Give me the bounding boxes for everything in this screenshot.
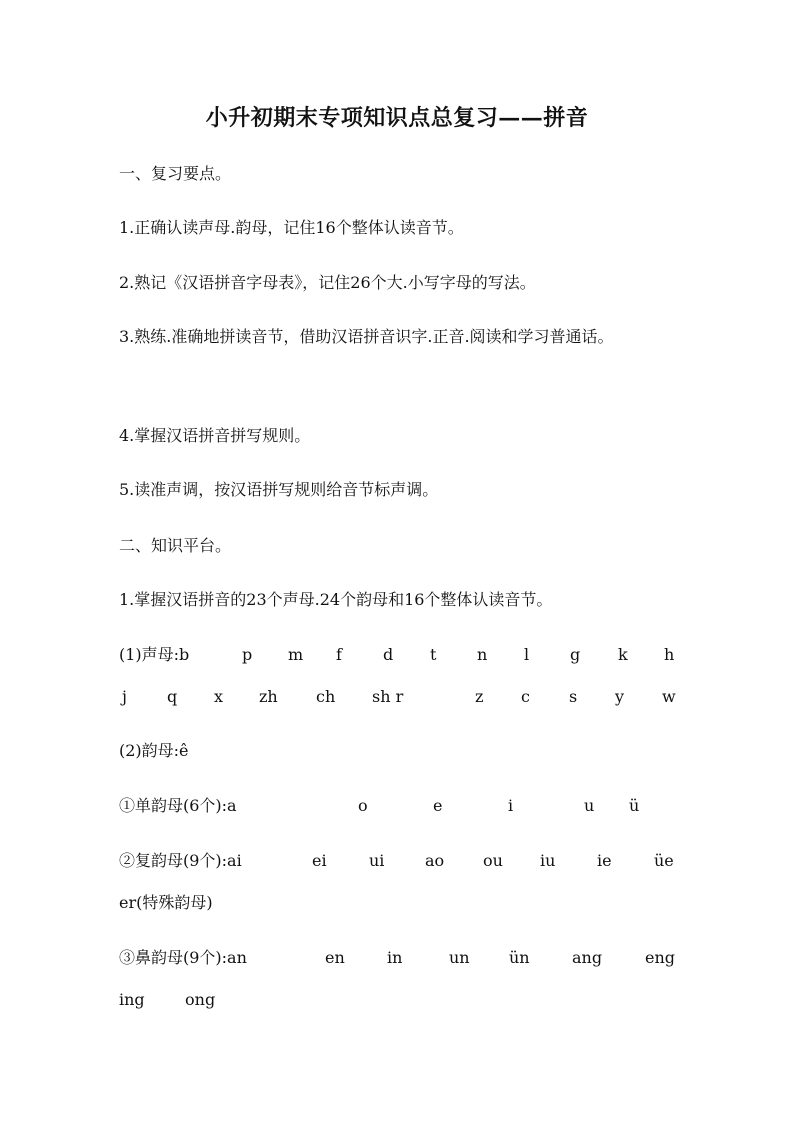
- knowledge-point-1: 1.掌握汉语拼音的23个声母.24个韵母和16个整体认读音节。: [119, 590, 553, 609]
- section1-heading: 一、复习要点。: [119, 164, 232, 183]
- yunmu-item: en: [325, 948, 345, 967]
- shengmu-letter: zh: [259, 687, 278, 706]
- yunmu-item: ing: [119, 990, 145, 1009]
- shengmu-letter: x: [214, 687, 224, 706]
- shengmu-label: (1)声母:b: [119, 645, 190, 664]
- shengmu-letter: p: [242, 645, 253, 664]
- shengmu-letter: h: [664, 645, 675, 664]
- yunmu-item: üe: [654, 851, 674, 870]
- shengmu-letter: w: [662, 687, 676, 706]
- yunmu-item: ong: [185, 990, 216, 1009]
- yunmu-item: ou: [483, 851, 503, 870]
- review-point-2: 2.熟记《汉语拼音字母表》，记住26个大.小写字母的写法。: [119, 273, 536, 292]
- shengmu-letter: ch: [316, 687, 336, 706]
- shengmu-letter: g: [570, 645, 581, 664]
- bi-yunmu-label: ③鼻韵母(9个):an: [119, 948, 247, 967]
- shengmu-letter: t: [430, 645, 437, 664]
- shengmu-row-1: [119, 644, 679, 666]
- shengmu-letter: m: [288, 645, 304, 664]
- shengmu-row-2: [119, 686, 679, 708]
- shengmu-letter: y: [615, 687, 625, 706]
- shengmu-letter: sh r: [372, 687, 404, 706]
- shengmu-letter: q: [167, 687, 178, 706]
- section2-heading: 二、知识平台。: [119, 536, 232, 555]
- yunmu-item: u: [584, 796, 595, 815]
- yunmu-item: i: [508, 796, 514, 815]
- shengmu-letter: l: [524, 645, 530, 664]
- review-point-3: 3.熟练.准确地拼读音节，借助汉语拼音识字.正音.阅读和学习普通话。: [119, 327, 614, 346]
- yunmu-item: ei: [312, 851, 327, 870]
- yunmu-item: in: [387, 948, 403, 967]
- dan-yunmu-row: [119, 795, 679, 817]
- yunmu-item: ün: [509, 948, 530, 967]
- shengmu-letter: d: [383, 645, 394, 664]
- shengmu-letter: j: [122, 687, 127, 706]
- yunmu-item: ü: [629, 796, 640, 815]
- review-point-5: 5.读准声调，按汉语拼写规则给音节标声调。: [119, 480, 439, 499]
- yunmu-item: un: [449, 948, 470, 967]
- yunmu-item: e: [433, 796, 443, 815]
- yunmu-item: ui: [369, 851, 385, 870]
- review-point-4: 4.掌握汉语拼音拼写规则。: [119, 426, 311, 445]
- shengmu-letter: n: [477, 645, 488, 664]
- bi-yunmu-row: [119, 947, 679, 969]
- yunmu-label: (2)韵母:ê: [119, 741, 189, 760]
- shengmu-letter: c: [521, 687, 530, 706]
- page-title: 小升初期末专项知识点总复习——拼音: [205, 105, 589, 131]
- shengmu-letter: z: [475, 687, 484, 706]
- review-point-1: 1.正确认读声母.韵母，记住16个整体认读音节。: [119, 218, 464, 237]
- fu-yunmu-extra: er(特殊韵母): [119, 893, 213, 912]
- fu-yunmu-label: ②复韵母(9个):ai: [119, 851, 242, 870]
- dan-yunmu-label: ①单韵母(6个):a: [119, 796, 237, 815]
- yunmu-item: o: [358, 796, 368, 815]
- shengmu-letter: s: [569, 687, 578, 706]
- bi-yunmu-row-2: [119, 989, 679, 1011]
- yunmu-item: iu: [540, 851, 556, 870]
- shengmu-letter: f: [336, 645, 342, 664]
- yunmu-item: eng: [645, 948, 676, 967]
- yunmu-item: ang: [572, 948, 603, 967]
- shengmu-letter: k: [618, 645, 628, 664]
- fu-yunmu-row: [119, 850, 679, 872]
- yunmu-item: ao: [425, 851, 445, 870]
- yunmu-item: ie: [597, 851, 612, 870]
